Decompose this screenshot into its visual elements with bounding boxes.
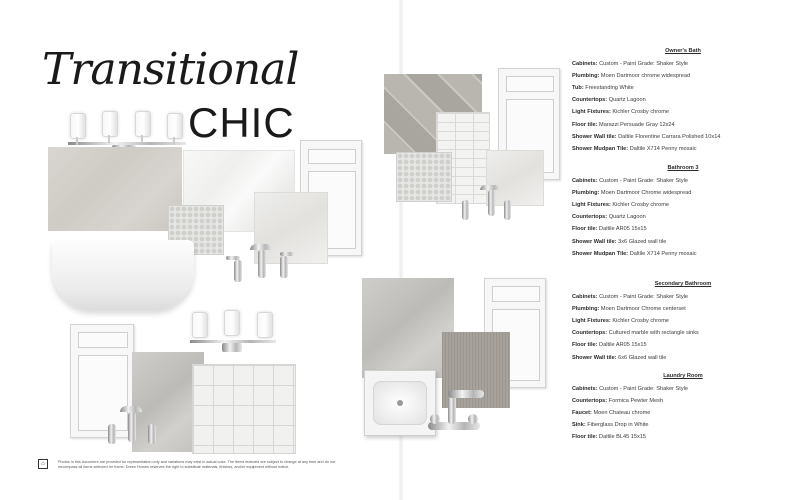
spec-row: Floor tile: Daltile AR05 15x15	[572, 342, 647, 349]
spec-owners-bath	[572, 45, 794, 155]
spec-row: Sink: Fiberglass Drop in White	[572, 422, 649, 429]
spec-row: Plumbing: Moen Dartmoor Chrome centerset	[572, 306, 686, 313]
section-heading: Owner's Bath	[665, 48, 701, 54]
spec-row: Light Fixtures: Kichler Crosby chrome	[572, 109, 669, 116]
spec-row: Shower Mudpan Tile: Daltile X714 Penny mosaic	[572, 250, 697, 257]
spec-bathroom-3	[572, 162, 794, 260]
freestanding-tub	[52, 240, 194, 310]
section-heading: Bathroom 3	[667, 165, 699, 171]
spec-row: Cabinets: Custom - Paint Grade: Shaker Style	[572, 178, 688, 185]
spec-row: Cabinets: Custom - Paint Grade: Shaker Style	[572, 386, 688, 393]
spec-row: Plumbing: Moen Dartmoor Chrome widespread	[572, 190, 692, 197]
fiberglass-laundry-sink	[364, 370, 436, 436]
spec-row: Plumbing: Moen Dartmoor chrome widespread	[572, 73, 691, 80]
spec-row: Shower Wall tile: Daltile Florentine Carrara Polished 10x14	[572, 133, 721, 140]
shaker-cabinet-door-bath3	[70, 324, 134, 438]
title-transitional: Transitional	[42, 44, 299, 95]
spec-row: Shower Mudpan Tile: Daltile X714 Penny mosaic	[572, 145, 697, 152]
spec-secondary-bathroom	[572, 278, 794, 364]
spec-row: Floor tile: Daltile AR05 15x15	[572, 226, 647, 233]
glazed-wall-tile-swatch	[192, 364, 296, 454]
spec-row: Tub: Freestanding White	[572, 85, 634, 92]
spec-row: Shower Wall tile: 6x6 Glazed wall tile	[572, 354, 667, 361]
spec-row: Floor tile: Marazzi Persuade Gray 12x24	[572, 121, 675, 128]
equal-housing-icon: ⌂	[38, 459, 48, 469]
penny-mosaic-swatch-bath3	[396, 152, 452, 202]
title-chic: CHIC	[188, 99, 295, 146]
spec-row: Light Fixtures: Kichler Crosby chrome	[572, 202, 669, 209]
spec-row: Countertops: Cultured marble with rectangle sinks	[572, 330, 699, 337]
spec-laundry-room	[572, 370, 794, 444]
section-heading: Secondary Bathroom	[654, 281, 712, 287]
section-heading: Laundry Room	[663, 373, 703, 379]
quartz-lagoon-swatch	[48, 147, 182, 231]
spec-row: Countertops: Formica Pewter Mesh	[572, 398, 664, 405]
spec-row: Cabinets: Custom - Paint Grade: Shaker Style	[572, 294, 688, 301]
spec-row: Countertops: Quartz Lagoon	[572, 97, 646, 104]
spec-row: Faucet: Moen Chateau chrome	[572, 410, 651, 417]
disclaimer-text: Photos in this document are provided for representation only and variations may exist in actual color. The items featured are subject to change at any time and do not encompass all items selected for home. Drees Homes reserves the right to substitute materials, finishes, and/or equipment without notice.	[58, 460, 336, 469]
spec-row: Countertops: Quartz Lagoon	[572, 214, 646, 221]
spec-row: Light Fixtures: Kichler Crosby chrome	[572, 318, 669, 325]
spec-row: Floor tile: Daltile BL45 15x15	[572, 434, 647, 441]
spec-row: Cabinets: Custom - Paint Grade: Shaker Style	[572, 61, 688, 68]
formica-pewter-swatch	[362, 278, 454, 378]
spec-row: Shower Wall tile: 3x6 Glazed wall tile	[572, 238, 667, 245]
